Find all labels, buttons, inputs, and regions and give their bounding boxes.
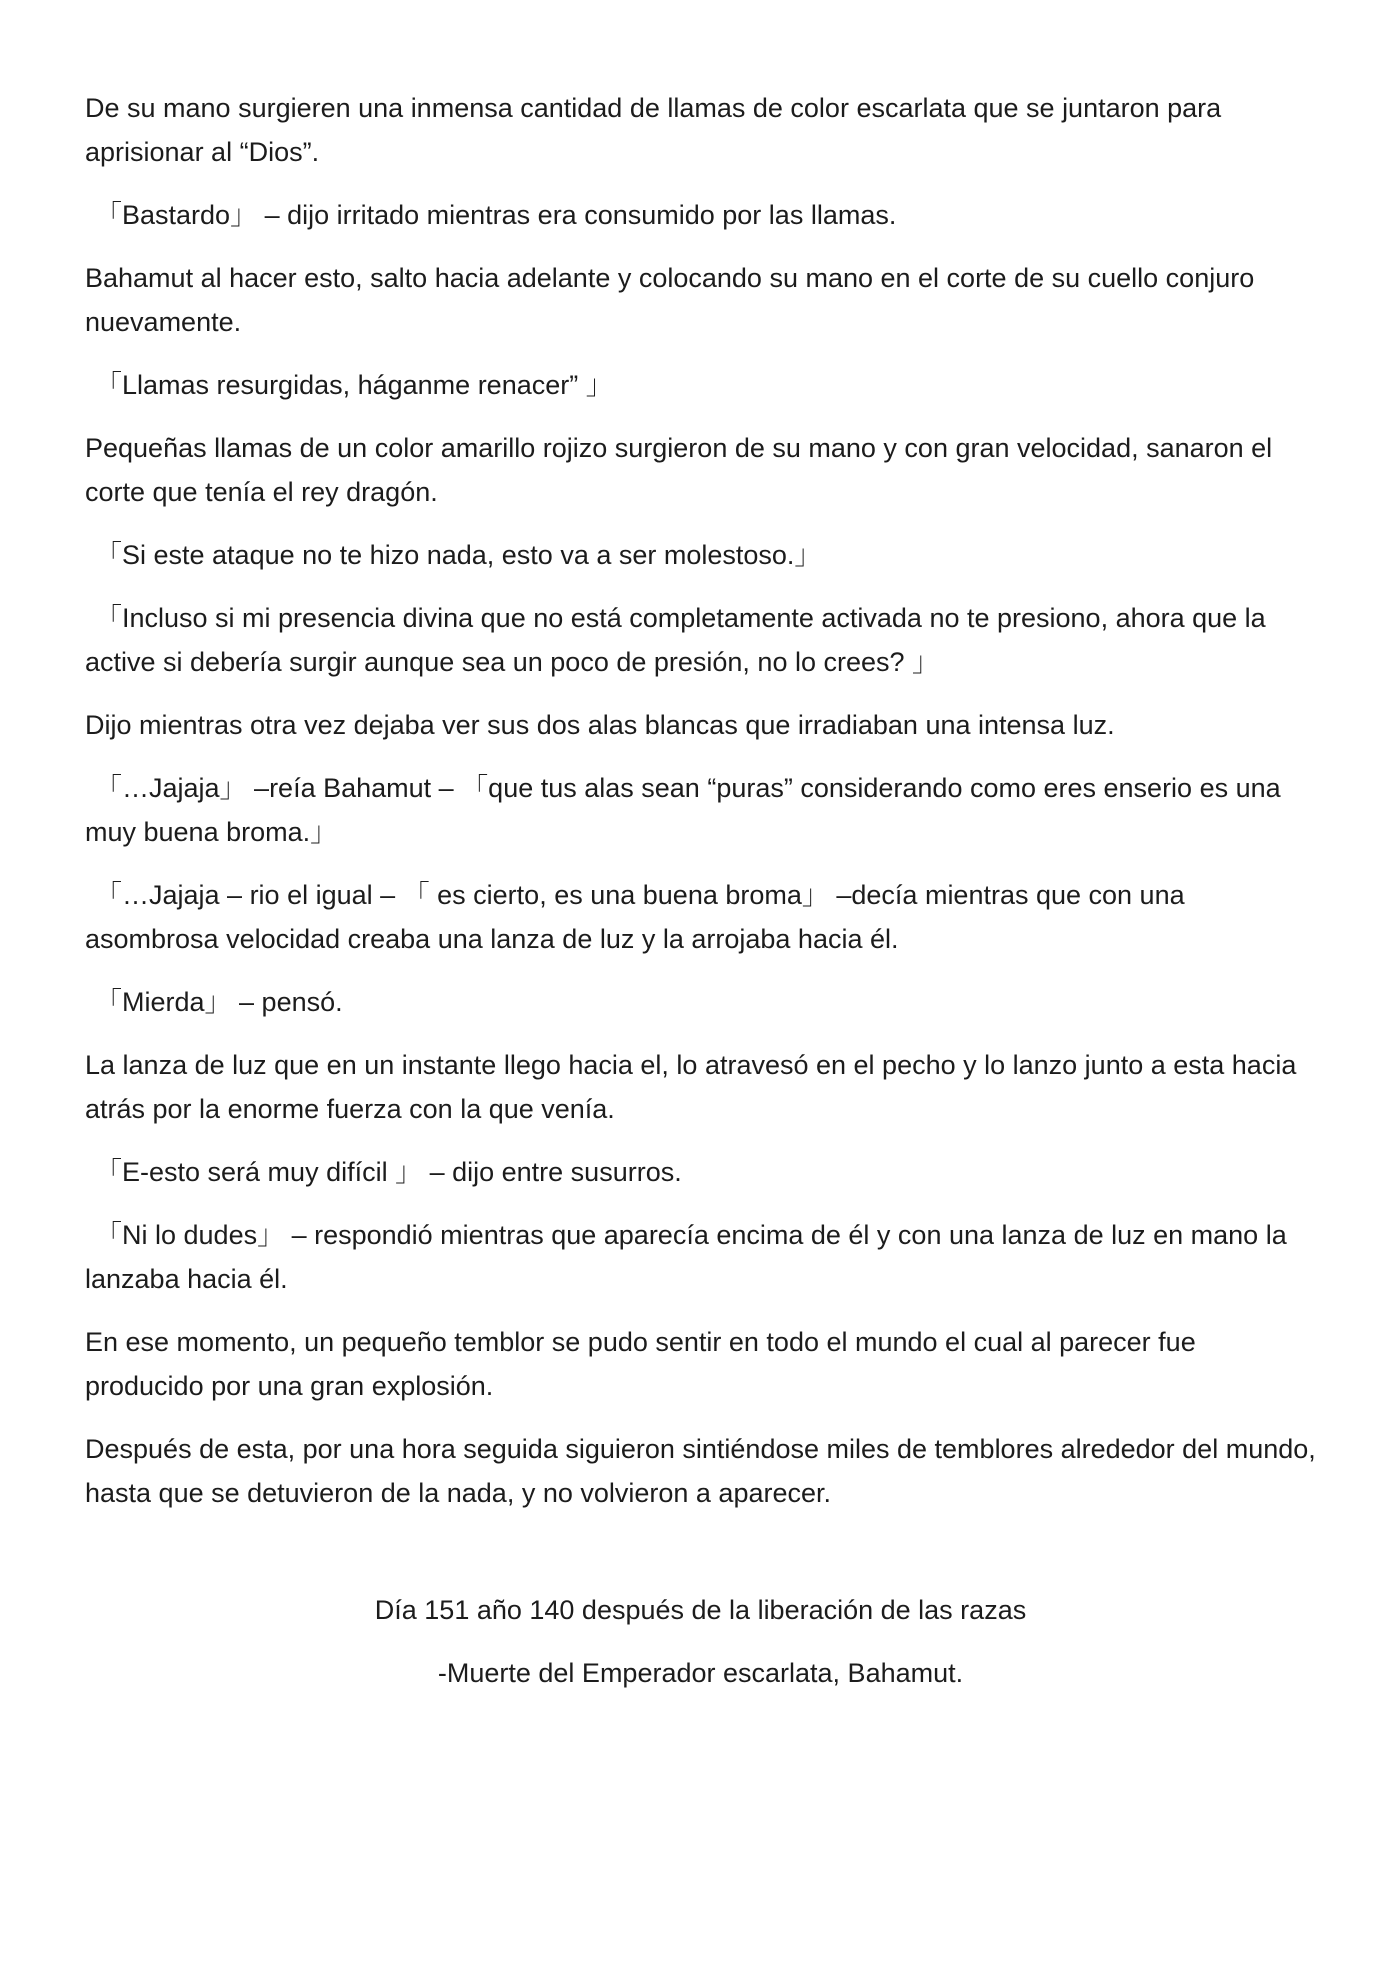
date-line: Día 151 año 140 después de la liberación de las razas: [374, 1595, 1027, 1625]
narration-paragraph: La lanza de luz que en un instante llego hacia el, lo atravesó en el pecho y lo lanzo junto a esta hacia atrás por la enorme fuerza con la que venía.: [85, 1050, 1297, 1124]
narration-paragraph: Bahamut al hacer esto, salto hacia adelante y colocando su mano en el corte de su cuello conjuro nuevamente.: [85, 263, 1255, 337]
narration-paragraph: Después de esta, por una hora seguida siguieron sintiéndose miles de temblores alrededor del mundo, hasta que se detuvieron de la nada, y no volvieron a aparecer.: [85, 1434, 1316, 1508]
dialogue-paragraph: 「E-esto será muy difícil 」 – dijo entre susurros.: [95, 1157, 682, 1187]
narration-paragraph: En ese momento, un pequeño temblor se pudo sentir en todo el mundo el cual al parecer fue producido por una gran explosión.: [85, 1327, 1196, 1401]
narration-paragraph: De su mano surgieren una inmensa cantidad de llamas de color escarlata que se juntaron para aprisionar al “Dios”.: [85, 93, 1222, 167]
dialogue-paragraph: 「Bastardo」 – dijo irritado mientras era consumido por las llamas.: [95, 200, 897, 230]
dialogue-paragraph: 「Incluso si mi presencia divina que no está completamente activada no te presiono, ahora que la active si debería surgir aunque sea un poco de presión, no lo crees? 」: [85, 603, 1266, 677]
narration-paragraph: Dijo mientras otra vez dejaba ver sus dos alas blancas que irradiaban una intensa luz.: [85, 710, 1115, 740]
dialogue-paragraph: 「Mierda」 – pensó.: [95, 987, 343, 1017]
dialogue-paragraph: 「Si este ataque no te hizo nada, esto va a ser molestoso.」: [95, 540, 822, 570]
closing-block: [85, 1588, 1316, 1695]
dialogue-paragraph: 「…Jajaja – rio el igual – 「 es cierto, es una buena broma」 –decía mientras que con una asombrosa velocidad creaba una lanza de luz y la arrojaba hacia él.: [85, 880, 1185, 954]
closing-caption: -Muerte del Emperador escarlata, Bahamut.: [437, 1658, 964, 1688]
dialogue-paragraph: 「Ni lo dudes」 – respondió mientras que aparecía encima de él y con una lanza de luz en mano la lanzaba hacia él.: [85, 1220, 1287, 1294]
dialogue-paragraph: 「…Jajaja」 –reía Bahamut – 「que tus alas sean “puras” considerando como eres enserio es una muy buena broma.」: [85, 773, 1281, 847]
story-body: [85, 86, 1316, 1515]
dialogue-paragraph: 「Llamas resurgidas, háganme renacer” 」: [95, 370, 613, 400]
section-spacer: [85, 1534, 1316, 1588]
narration-paragraph: Pequeñas llamas de un color amarillo rojizo surgieron de su mano y con gran velocidad, sanaron el corte que tenía el rey dragón.: [85, 433, 1273, 507]
